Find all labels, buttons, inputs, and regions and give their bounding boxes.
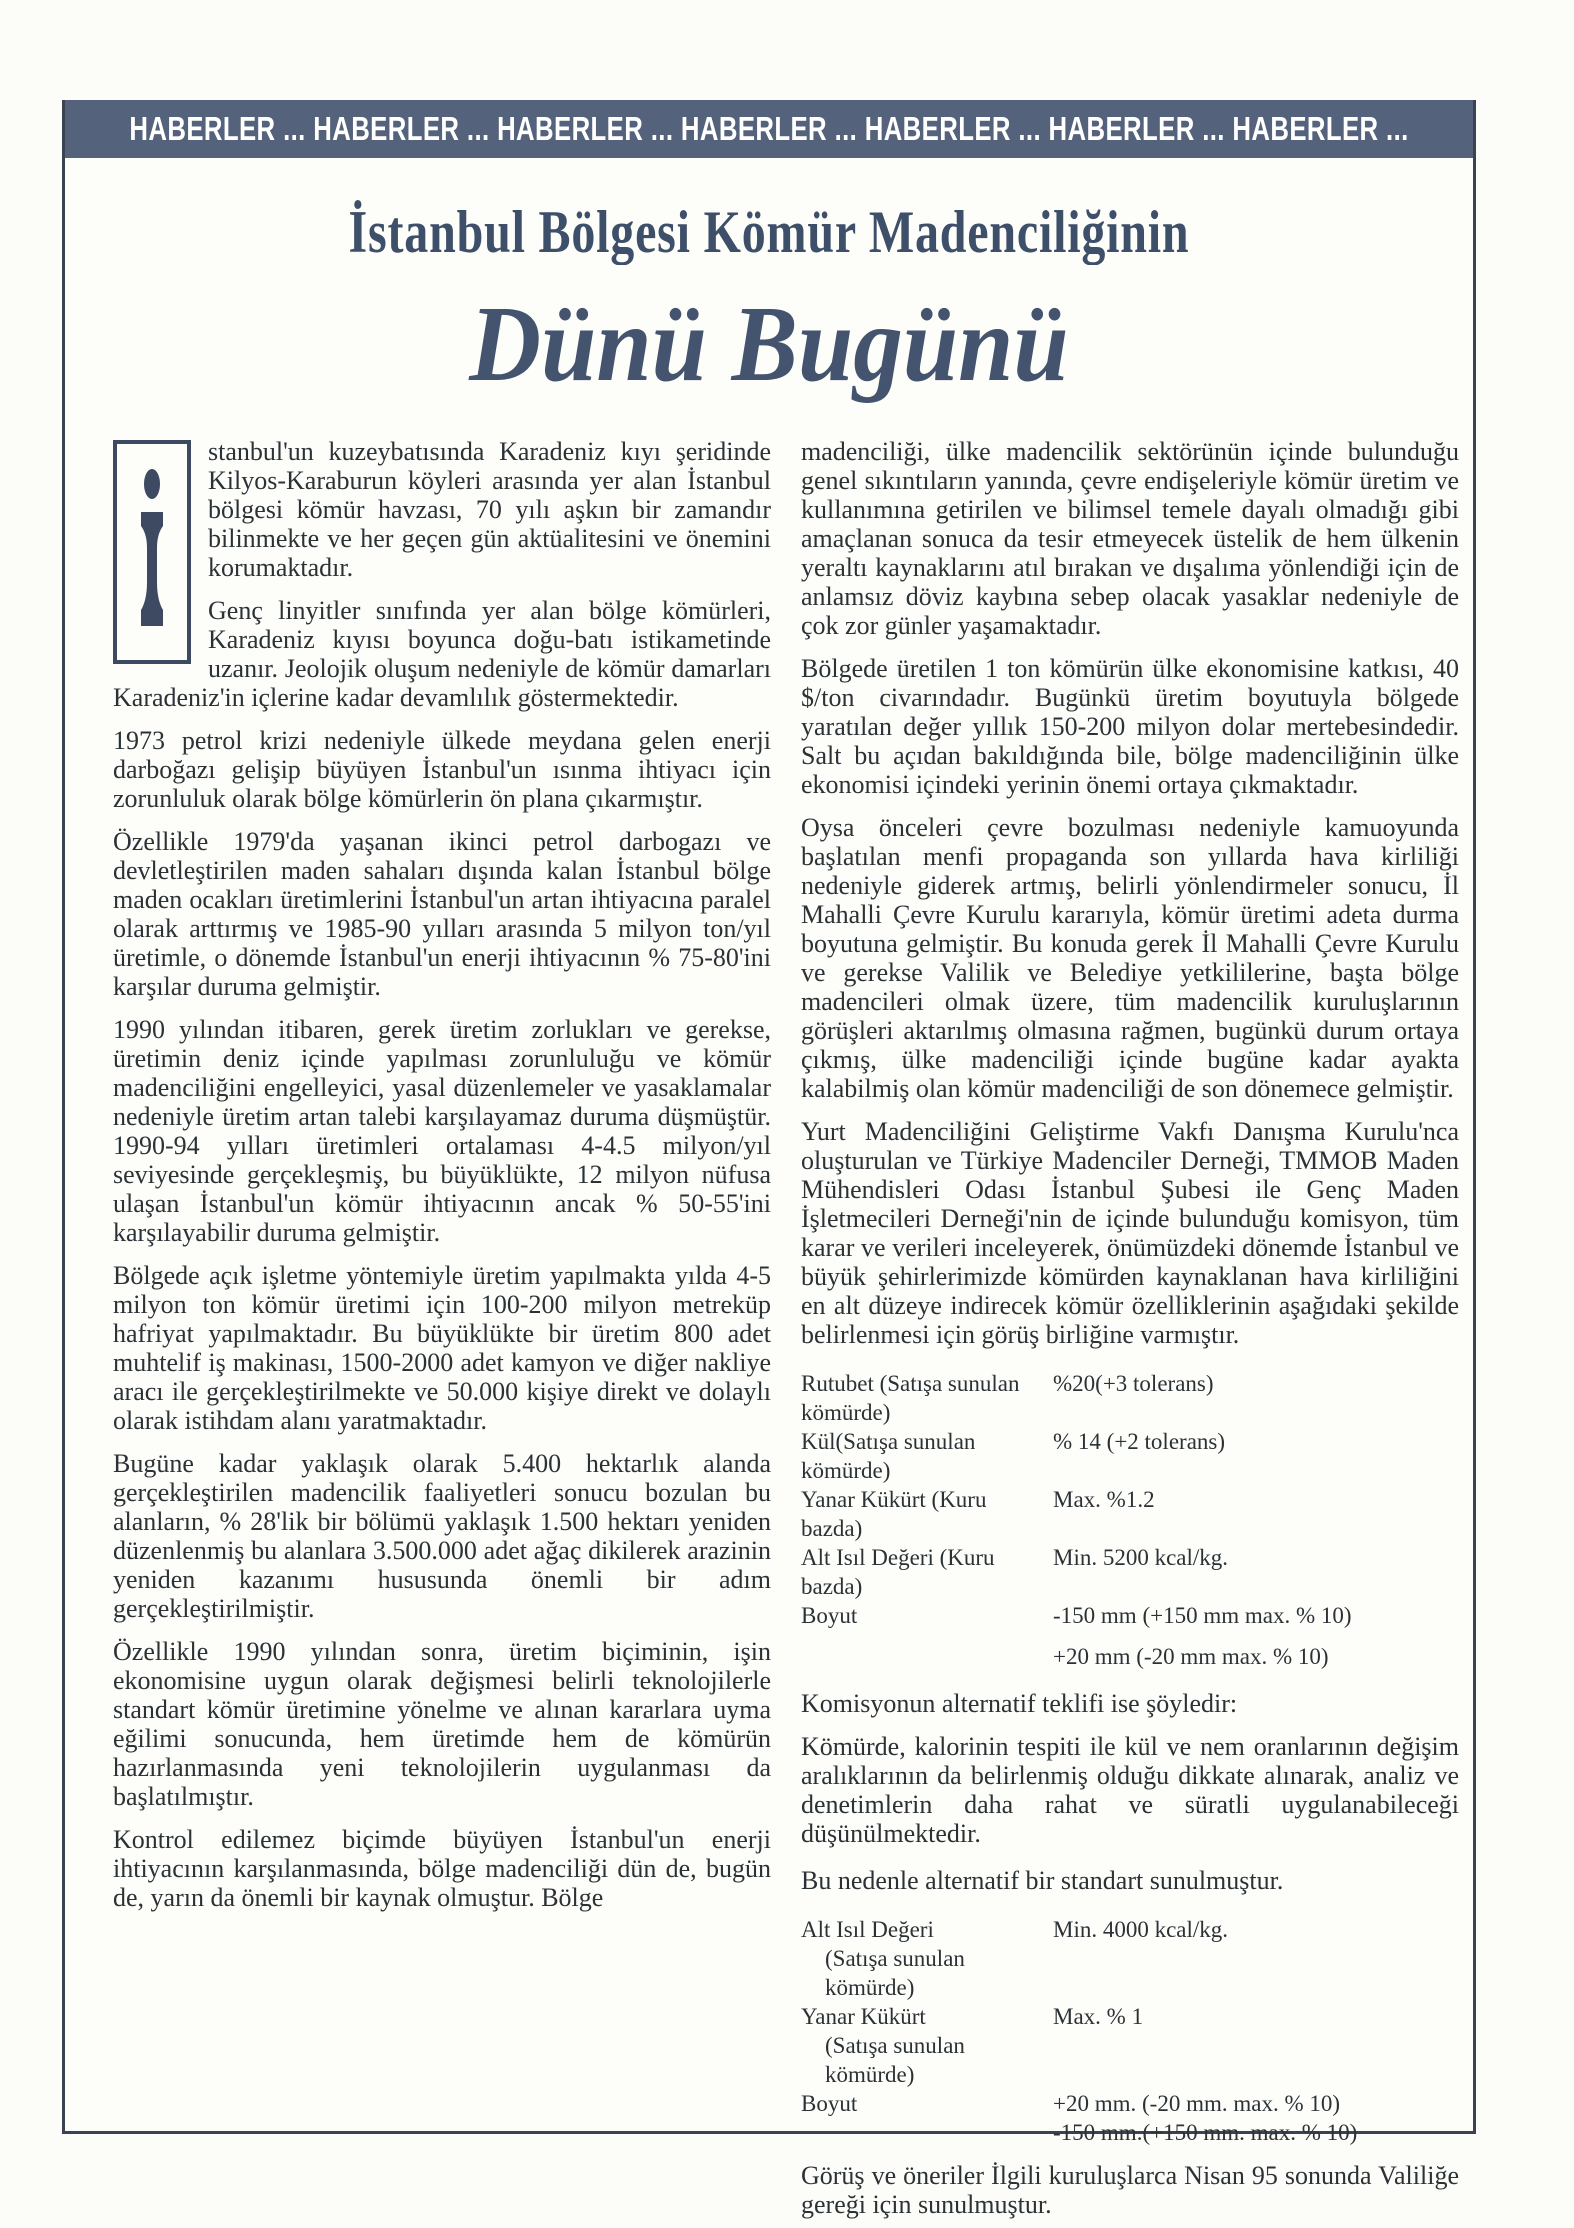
spec-label: Alt Isıl Değeri (801, 1917, 934, 1942)
spec-value: Max. % 1 (1053, 2004, 1144, 2029)
article-subtitle-text: Dünü Bugünü (469, 285, 1069, 404)
paragraph: Bölgede üretilen 1 ton kömürün ülke ekonomisine katkısı, 40 $/ton civarındadır. Bugünkü üretim boyutuyla bölgede yaratılan değer yıllık 150-200 milyon dolar mertebesindedir. Salt bu açıdan bakıldığında bile, bölge madenciliğinin ülke ekonomisi içindeki yerinin önemi ortaya çıkmaktadır. (801, 654, 1459, 799)
spec-row (801, 1485, 1459, 1543)
spec-sublabel: (Satışa sunulan kömürde) (825, 2033, 965, 2087)
paragraph: Kontrol edilemez biçimde büyüyen İstanbul'un enerji ihtiyacının karşılanmasında, bölge madenciliği dün de, bugün de, yarın da önemli bir kaynak olmuştur. Bölge (113, 1825, 771, 1912)
spec-value: Max. %1.2 (1053, 1487, 1155, 1512)
right-column (801, 437, 1459, 2219)
spec-label: Boyut (801, 1603, 858, 1628)
spec-row (801, 2031, 1459, 2089)
article-columns (113, 437, 1459, 2219)
spec-value: % 14 (+2 tolerans) (1053, 1429, 1226, 1454)
paragraph: Bölgede açık işletme yöntemiyle üretim yapılmakta yılda 4-5 milyon ton kömür üretimi için 100-200 milyon metreküp hafriyat yapılmaktadır. Bu büyüklükte bir üretim 800 adet muhtelif iş makinası, 1500-2000 adet kamyon ve diğer nakliye aracı ile gerçekleştirilmekte ve 50.000 kişiye direkt ve dolaylı olarak istihdam alanı yaratmaktadır. (113, 1261, 771, 1435)
spec-label: Alt Isıl Değeri (Kuru bazda) (801, 1545, 995, 1599)
paragraph: Bugüne kadar yaklaşık olarak 5.400 hektarlık alanda gerçekleştirilen madencilik faaliyetleri sonucu bozulan bu alanların, % 28'lik bir bölümü yaklaşık 1.500 hektarı yeniden düzenlenmiş bu alanlara 3.500.000 adet ağaç dikilerek arazinin yeniden kazanımı hususunda önemli bir adım gerçekleştirilmiştir. (113, 1449, 771, 1623)
spec-row (801, 1915, 1459, 1944)
spec-value: -150 mm.(+150 mm. max. % 10) (1053, 2120, 1358, 2145)
paragraph: 1990 yılından itibaren, gerek üretim zorlukları ve gerekse, üretimin deniz içinde yapılması zorunluluğu ve kömür madenciliğini engelleyici, yasal düzenlemeler ve yasaklamalar nedeniyle üretim artan talebi karşılayamaz duruma düşmüştür. 1990-94 yılları üretimleri ortalaması 4-4.5 milyon/yıl seviyesinde gerçekleşmiş, bu büyüklükte, 12 milyon nüfusa ulaşan İstanbul'un kömür ihtiyacının ancak % 50-55'ini karşılayabilir duruma gelmiştir. (113, 1015, 771, 1247)
lead-paragraph (113, 437, 771, 582)
article-frame (62, 100, 1476, 2219)
spec-label: Yanar Kükürt (801, 2004, 926, 2029)
lead-paragraph-text: stanbul'un kuzeybatısında Karadeniz kıyı şeridinde Kilyos-Karaburun köyleri arasında yer alan İstanbul bölgesi kömür havzası, 70 yılı aşkın bir zamandır bilinmekte ve her geçen gün aktüalitesini ve önemini korumaktadır. (208, 437, 771, 582)
dropcap-box (113, 440, 191, 664)
spec-row (801, 2089, 1459, 2118)
coal-spec-table-primary (801, 1369, 1459, 1671)
paragraph: Genç linyitler sınıfında yer alan bölge kömürleri, Karadeniz kıyısı boyunca doğu-batı istikametinde uzanır. Jeolojik oluşum nedeniyle de kömür damarları Karadeniz'in içlerine kadar devamlılık göstermektedir. (113, 596, 771, 712)
spec-row (801, 1601, 1459, 1630)
spec-row (801, 2002, 1459, 2031)
paragraph: Kömürde, kalorinin tespiti ile kül ve nem oranlarının değişim aralıklarının da belirlenmiş olduğu dikkate alınarak, analiz ve denetimlerin daha rahat ve süratli uygulanabileceği düşünülmektedir. (801, 1732, 1459, 1848)
spec-value: +20 mm (-20 mm max. % 10) (1053, 1644, 1329, 1669)
closing-paragraph: Görüş ve öneriler İlgili kuruluşlarca Nisan 95 sonunda Valiliğe gereği için sunulmuştur. (801, 2161, 1459, 2219)
spec-value (1053, 1944, 1459, 2002)
alt-standard-line: Bu nedenle alternatif bir standart sunulmuştur. (801, 1866, 1284, 1895)
spec-value: -150 mm (+150 mm max. % 10) (1053, 1603, 1352, 1628)
band-text: HABERLER ... HABERLER ... HABERLER ... HABERLER ... HABERLER ... HABERLER ... HABERLER ... (129, 110, 1409, 147)
article-subtitle (121, 283, 1416, 407)
spec-row (801, 1427, 1459, 1485)
spec-row (801, 1369, 1459, 1427)
alt-proposal-heading: Komisyonun alternatif teklifi ise şöyledir: (801, 1689, 1238, 1718)
spec-label: Yanar Kükürt (Kuru bazda) (801, 1487, 987, 1541)
spec-sublabel: (Satışa sunulan kömürde) (825, 1946, 965, 2000)
spec-row (801, 1944, 1459, 2002)
coal-spec-table-alternative (801, 1915, 1459, 2147)
spec-value: +20 mm. (-20 mm. max. % 10) (1053, 2091, 1341, 2116)
spec-label: Kül(Satışa sunulan kömürde) (801, 1429, 976, 1483)
paragraph: Oysa önceleri çevre bozulması nedeniyle kamuoyunda başlatılan menfi propaganda son yıllarda hava kirliliği nedeniyle giderek artmış, belirli yönlendirmeler sonucu, İl Mahalli Çevre Kurulu kararıyla, kömür üretimi adeta durma boyutuna gelmiştir. Bu konuda gerek İl Mahalli Çevre Kurulu ve gerekse Valilik ve Belediye yetkililerine, başta bölge madencileri olmak üzere, tüm madencilik kuruluşlarının görüşleri aktarılmış olmasına rağmen, bugünkü durum ortaya çıkmış, ülke madenciliği içinde bugüne kadar ayakta kalabilmiş olan kömür madenciliği de son dönemece gelmiştir. (801, 813, 1459, 1103)
paragraph: 1973 petrol krizi nedeniyle ülkede meydana gelen enerji darboğazı gelişip büyüyen İstanbul'un ısınma ihtiyacı için zorunluluk olarak bölge kömürlerin ön plana çıkarmıştır. (113, 726, 771, 813)
article-title-text: İstanbul Bölgesi Kömür Madenciliğinin (348, 199, 1190, 265)
spec-value: Min. 4000 kcal/kg. (1053, 1917, 1229, 1942)
spec-label: Rutubet (Satışa sunulan kömürde) (801, 1371, 1020, 1425)
article-title (206, 198, 1332, 267)
spec-row (801, 2118, 1459, 2147)
decorative-initial-i-icon (130, 464, 174, 640)
spec-row (801, 1543, 1459, 1601)
left-column (113, 437, 771, 2219)
spec-value: %20(+3 tolerans) (1053, 1371, 1214, 1396)
spec-label (801, 1642, 1053, 1671)
spec-label (801, 2118, 1053, 2147)
paragraph: madenciliği, ülke madencilik sektörünün içinde bulunduğu genel sıkıntıların yanında, çevre endişeleriyle kömür üretim ve kullanımına getirilen ve bilimsel temele dayalı olmadığı gibi amaçlanan sonuca da tesir etmeyecek üstelik de hem ülkenin yeraltı kaynaklarını atıl bırakan ve dışalıma yönlendiği için de anlamsız döviz kaybına sebep olacak yasaklar nedeniyle de çok zor günler yaşamaktadır. (801, 437, 1459, 640)
spec-label: Boyut (801, 2091, 858, 2116)
spec-value (1053, 2031, 1459, 2089)
news-ticker-band (65, 100, 1473, 158)
spec-row (801, 1642, 1459, 1671)
paragraph: Özellikle 1979'da yaşanan ikinci petrol darbogazı ve devletleştirilen maden sahaları dışında kalan İstanbul bölge maden ocakları üretimlerini İstanbul'un artan ihtiyacına paralel olarak arttırmış ve 1985-90 yılları arasında 5 milyon ton/yıl üretimle, o dönemde İstanbul'un enerji ihtiyacının % 75-80'ini karşılar duruma gelmiştir. (113, 827, 771, 1001)
paragraph: Özellikle 1990 yılından sonra, üretim biçiminin, işin ekonomisine uygun olarak değişmesi belirli teknolojilerle standart kömür üretimine yönelme ve alınan kararlara uyma eğilimi sonucunda, hem üretimde hem de kömürün hazırlanmasında yeni teknolojilerin uygulanması da başlatılmıştır. (113, 1637, 771, 1811)
paragraph: Yurt Madenciliğini Geliştirme Vakfı Danışma Kurulu'nca oluşturulan ve Türkiye Madenciler Derneği, TMMOB Maden Mühendisleri Odası İstanbul Şubesi ile Genç Maden İşletmecileri Derneği'nin de içinde bulunduğu komisyon, tüm karar ve verileri inceleyerek, önümüzdeki dönemde İstanbul ve büyük şehirlerimizde kömürden kaynaklanan hava kirliliğini en alt düzeye indirecek kömür özelliklerinin aşağıdaki şekilde belirlenmesi için görüş birliğine varmıştır. (801, 1117, 1459, 1349)
spec-value: Min. 5200 kcal/kg. (1053, 1545, 1229, 1570)
